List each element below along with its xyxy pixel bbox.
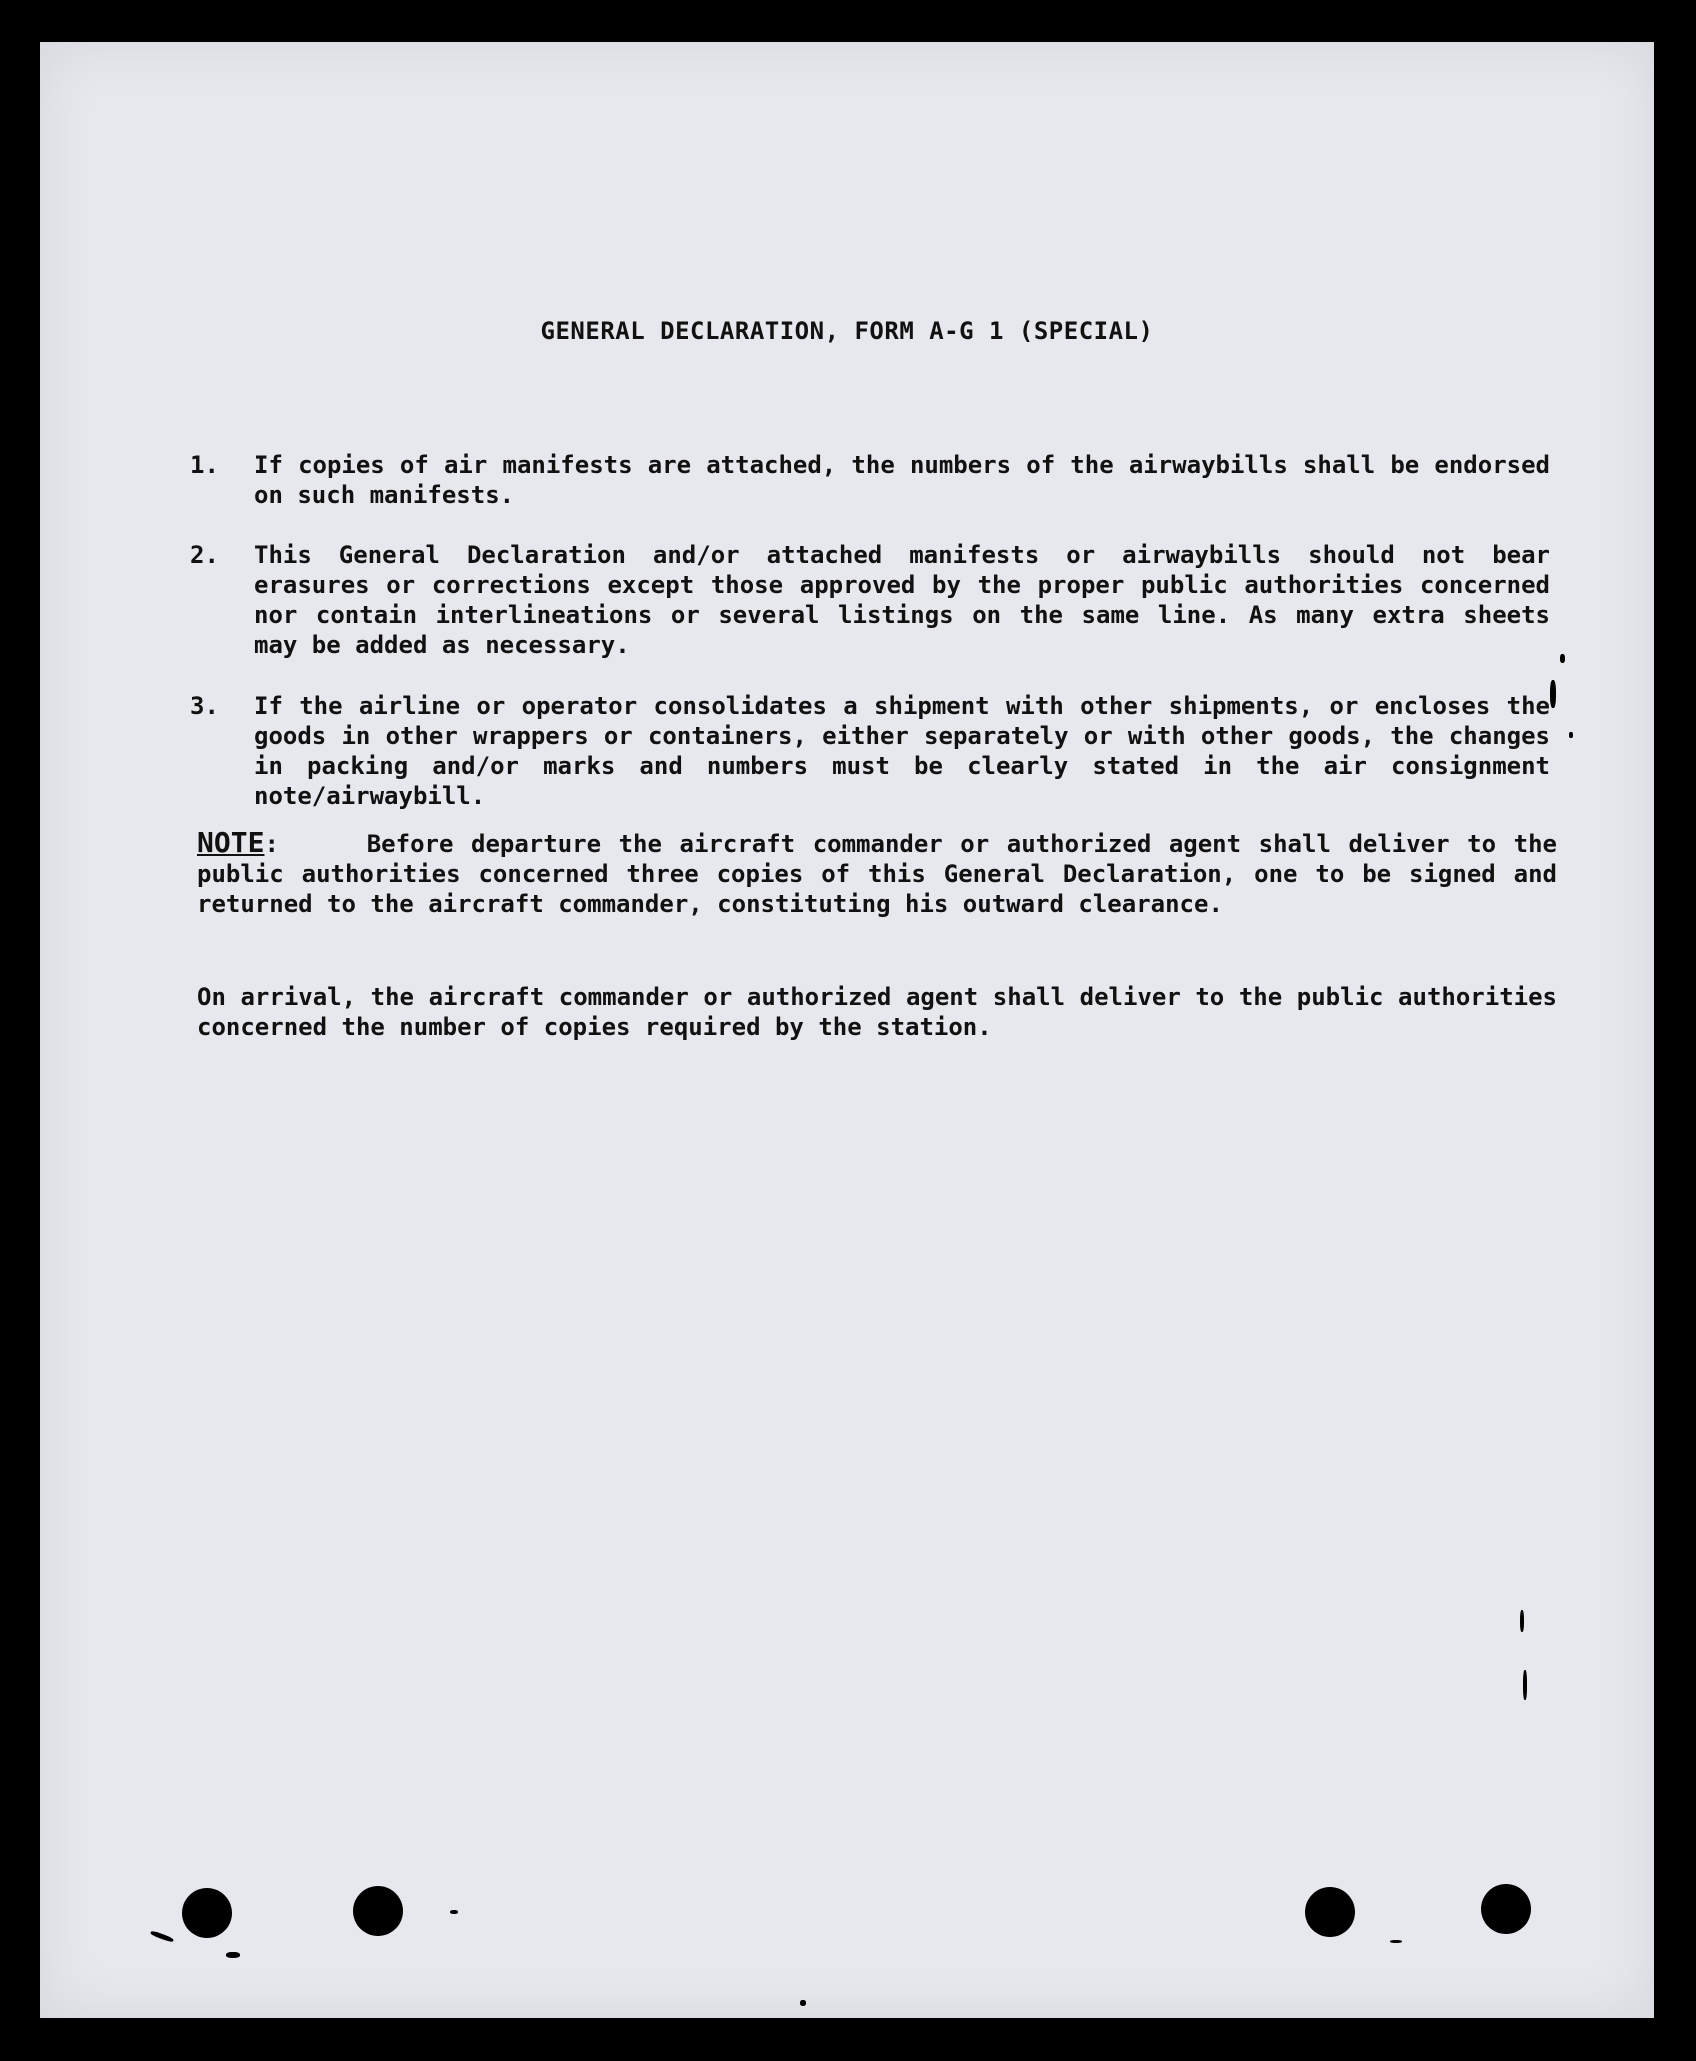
edge-mark <box>1390 1940 1402 1943</box>
edge-mark <box>800 2000 806 2006</box>
edge-mark <box>1550 680 1556 708</box>
list-item-number: 2. <box>190 541 219 569</box>
list-item-text: If copies of air manifests are attached, the numbers of the airwaybills shall be endorsed on such manifests. <box>254 451 1550 509</box>
bleed-through-text <box>420 1832 447 1888</box>
note-label: NOTE <box>197 826 265 859</box>
arrival-paragraph <box>197 982 1557 1042</box>
punch-hole-right-2 <box>1481 1884 1531 1934</box>
list-item-number: 1. <box>190 451 219 479</box>
list-item-text: This General Declaration and/or attached manifests or airwaybills should not bear erasures or corrections except those approved by the proper public authorities concerned nor contain interlineations or several listings on the same line. As many extra sheets may be added as necessary. <box>254 541 1550 659</box>
note-paragraph: NOTE: Before departure the aircraft commander or authorized agent shall deliver to the public authorities concerned three copies of this General Declaration, one to be signed and returned to the aircraft commander, constituting his outward clearance. <box>197 826 1557 918</box>
list-item <box>190 450 1550 510</box>
edge-mark <box>450 1910 458 1914</box>
edge-mark <box>1520 1610 1524 1632</box>
edge-mark <box>150 1930 174 1943</box>
list-item-text: If the airline or operator consolidates a shipment with other shipments, or encloses the goods in other wrappers or containers, either separately or with other goods, the changes in packing and/or marks and numbers must be clearly stated in the air consignment note/airwaybill. <box>254 692 1550 810</box>
note-text: Before departure the aircraft commander or authorized agent shall deliver to the public authorities concerned three copies of this General Declaration, one to be signed and returned to the aircraft commander, constituting his outward clearance. <box>197 830 1557 918</box>
punch-hole-left-2 <box>353 1886 403 1936</box>
edge-mark <box>1523 1670 1527 1700</box>
list-item <box>190 540 1550 660</box>
punch-hole-right-1 <box>1305 1887 1355 1937</box>
arrival-text: On arrival, the aircraft commander or authorized agent shall deliver to the public authorities concerned the number of copies required by the station. <box>197 983 1557 1041</box>
edge-mark <box>1569 732 1573 738</box>
document-page <box>40 42 1654 2018</box>
punch-hole-left-1 <box>182 1888 232 1938</box>
edge-mark <box>226 1952 240 1958</box>
list-item <box>190 691 1550 811</box>
document-title: GENERAL DECLARATION, FORM A-G 1 (SPECIAL) <box>540 317 1154 345</box>
list-item-number: 3. <box>190 692 219 720</box>
edge-mark <box>1560 654 1565 663</box>
